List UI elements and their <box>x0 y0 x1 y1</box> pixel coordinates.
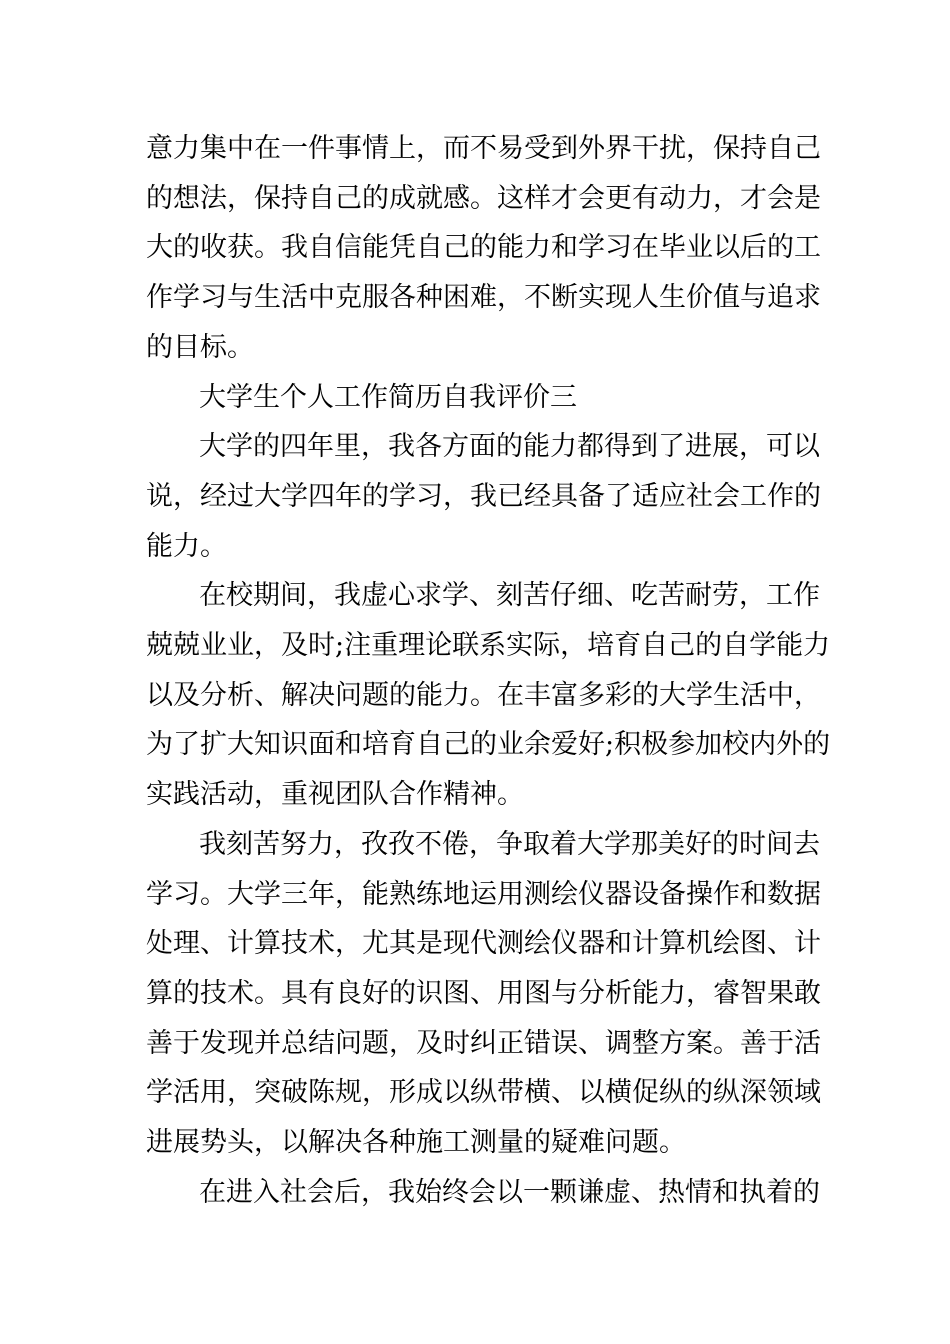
text-line: 大的收获。我自信能凭自己的能力和学习在毕业以后的工 <box>146 232 821 263</box>
text-line: 说，经过大学四年的学习，我已经具备了适应社会工作的 <box>146 481 821 512</box>
text-line: 大学生个人工作简历自我评价三 <box>199 382 577 413</box>
text-line: 的想法，保持自己的成就感。这样才会更有动力，才会是 <box>146 183 821 214</box>
text-line: 善于发现并总结问题，及时纠正错误、调整方案。善于活 <box>146 1028 821 1059</box>
text-line: 我刻苦努力，孜孜不倦，争取着大学那美好的时间去 <box>199 829 820 860</box>
text-line: 能力。 <box>146 531 227 562</box>
text-line: 以及分析、解决问题的能力。在丰富多彩的大学生活中， <box>146 680 821 711</box>
text-line: 进展势头，以解决各种施工测量的疑难问题。 <box>146 1127 686 1158</box>
text-line: 学习。大学三年，能熟练地运用测绘仪器设备操作和数据 <box>146 879 821 910</box>
text-line: 的目标。 <box>146 332 254 363</box>
text-line: 处理、计算技术，尤其是现代测绘仪器和计算机绘图、计 <box>146 928 821 959</box>
text-line: 为了扩大知识面和培育自己的业余爱好;积极参加校内外的 <box>146 729 831 760</box>
text-line: 在校期间，我虚心求学、刻苦仔细、吃苦耐劳，工作 <box>199 580 820 611</box>
text-line: 大学的四年里，我各方面的能力都得到了进展，可以 <box>199 431 820 462</box>
text-line: 学活用，突破陈规，形成以纵带横、以横促纵的纵深领域 <box>146 1077 821 1108</box>
text-line: 实践活动，重视团队合作精神。 <box>146 779 524 810</box>
text-line: 作学习与生活中克服各种困难，不断实现人生价值与追求 <box>146 282 821 313</box>
text-line: 兢兢业业，及时;注重理论联系实际，培育自己的自学能力 <box>146 630 831 661</box>
text-line: 算的技术。具有良好的识图、用图与分析能力，睿智果敢 <box>146 978 821 1009</box>
text-line: 意力集中在一件事情上，而不易受到外界干扰，保持自己 <box>146 133 821 164</box>
text-line: 在进入社会后，我始终会以一颗谦虚、热情和执着的 <box>199 1177 820 1208</box>
